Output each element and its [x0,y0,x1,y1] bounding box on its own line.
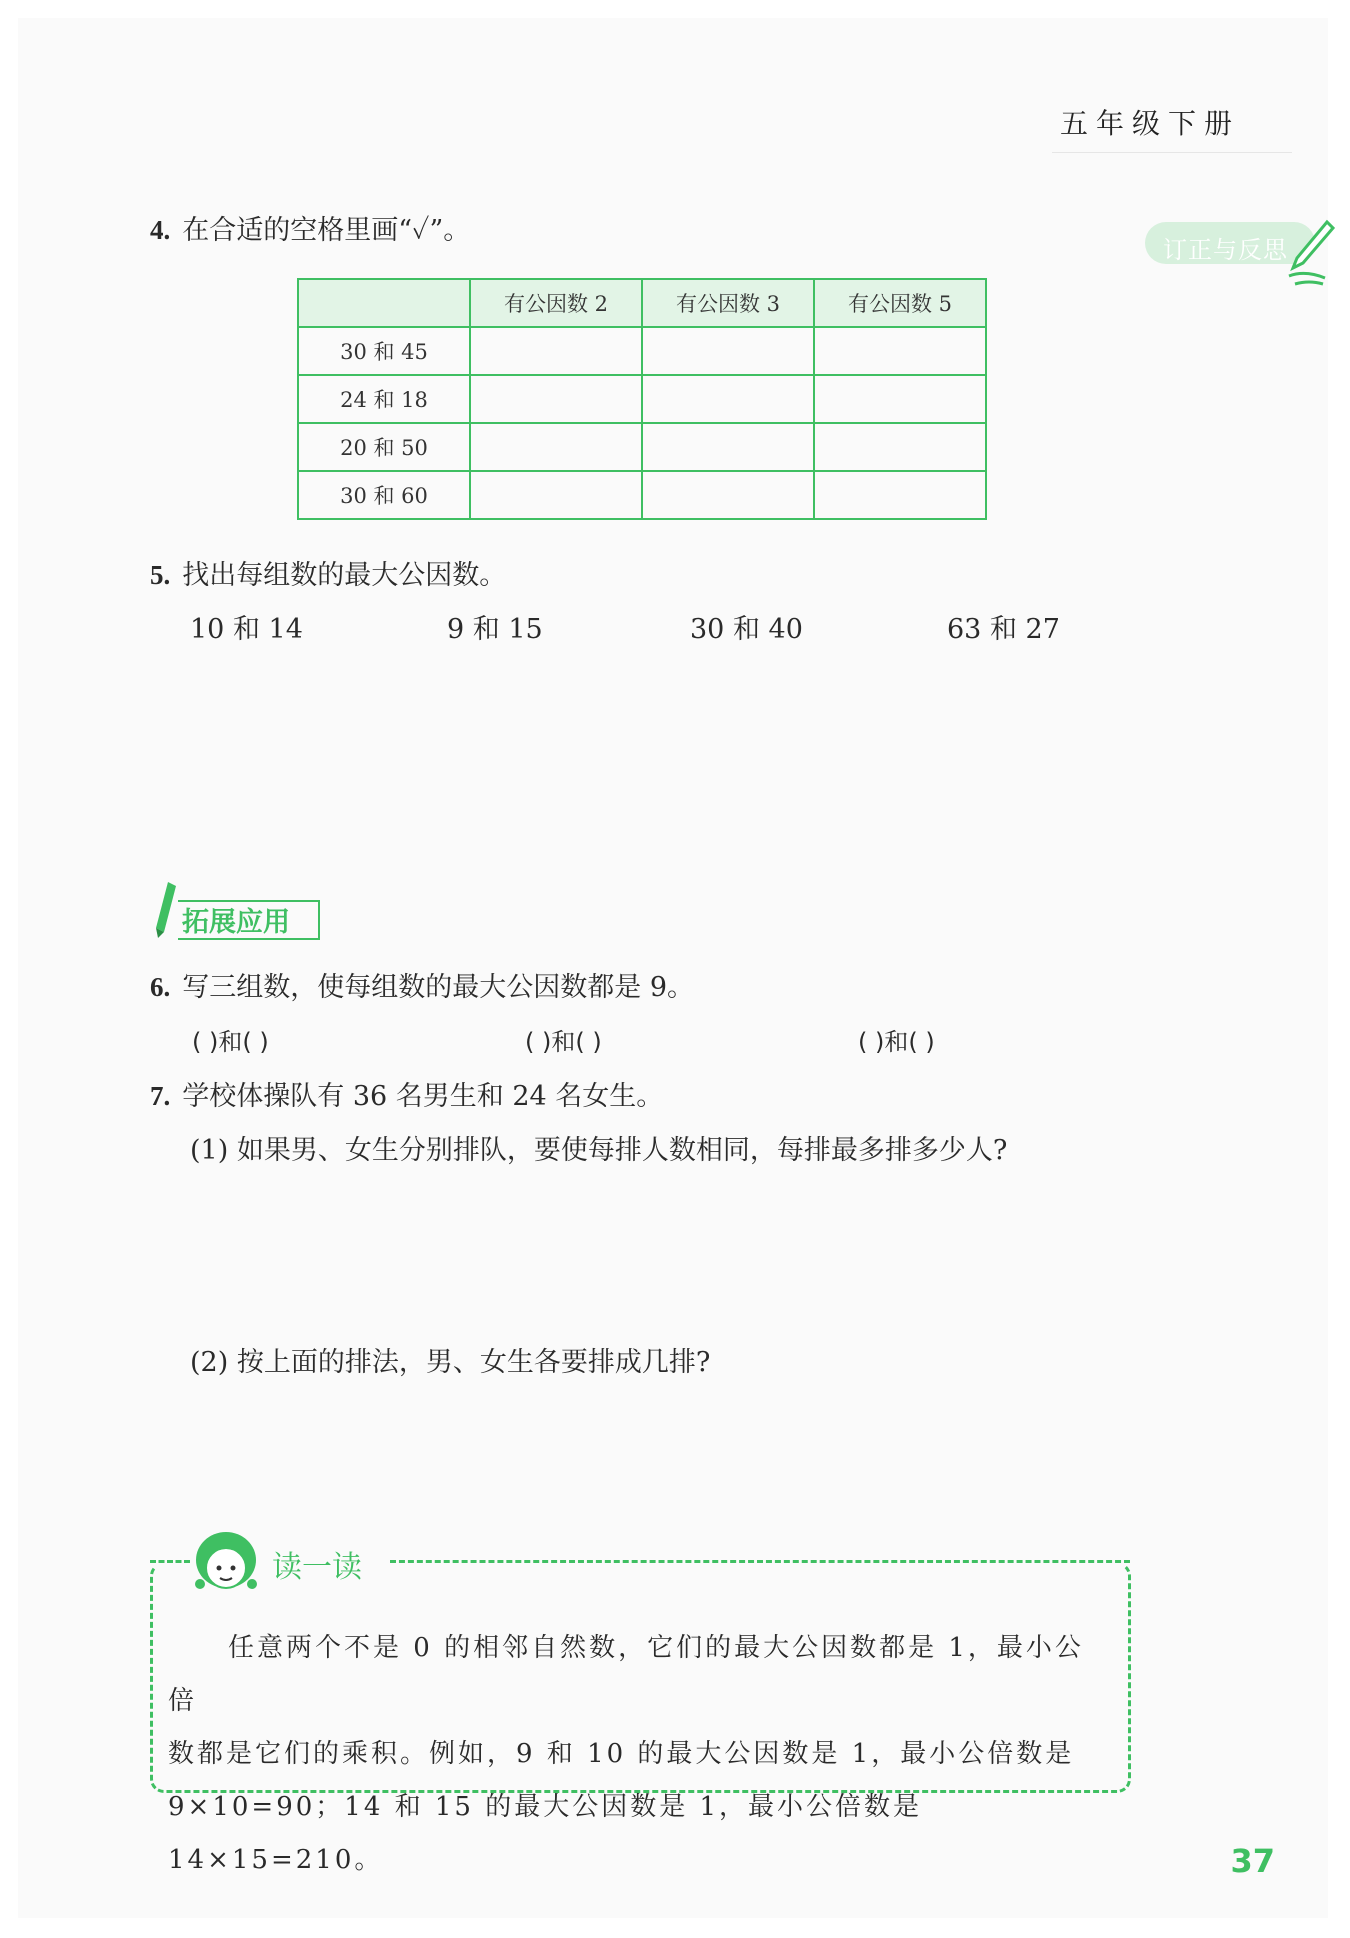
extension-section-header [148,880,338,940]
question-6 [150,965,694,1004]
question-7-part-2: (2) 按上面的排法，男、女生各要排成几排? [190,1347,711,1378]
row-label: 30 和 60 [298,471,470,519]
blank-pair[interactable]: ( )和( ) [192,1028,269,1056]
row-label: 24 和 18 [298,375,470,423]
common-factor-table [297,278,987,520]
question-6-text: 写三组数，使每组数的最大公因数都是 9。 [182,972,695,1003]
pencil-icon [1285,218,1335,288]
answer-cell[interactable] [814,375,986,423]
question-5-text: 找出每组数的最大公因数。 [182,560,507,591]
reading-box-top [390,1560,1130,1563]
question-4-text: 在合适的空格里画“✓”。 [182,215,471,246]
question-4 [150,208,470,247]
badge-label: 订正与反思 [1163,236,1288,264]
answer-cell[interactable] [642,375,814,423]
page-number: 37 [1230,1842,1275,1880]
question-7-number: 7. [150,1081,171,1111]
reading-title: 读一读 [272,1550,362,1585]
blank-pair[interactable]: ( )和( ) [858,1028,935,1056]
answer-cell[interactable] [642,423,814,471]
correction-reflection-badge [1145,218,1335,288]
answer-cell[interactable] [814,327,986,375]
question-7-text: 学校体操队有 36 名男生和 24 名女生。 [182,1081,664,1112]
answer-cell[interactable] [470,423,642,471]
table-header-cell: 有公因数 5 [814,279,986,327]
question-7 [150,1074,663,1113]
number-pair: 63 和 27 [947,614,1060,645]
answer-cell[interactable] [470,471,642,519]
answer-cell[interactable] [470,327,642,375]
answer-cell[interactable] [470,375,642,423]
section-label: 拓展应用 [182,907,290,938]
reading-line: 9×10=90；14 和 15 的最大公因数是 1，最小公倍数是 14×15=210。 [168,1792,923,1875]
number-pair: 9 和 15 [447,614,543,645]
header-divider [1052,152,1292,153]
answer-cell[interactable] [642,471,814,519]
number-pair: 10 和 14 [190,614,303,645]
row-label: 30 和 45 [298,327,470,375]
table-row [298,471,986,519]
reading-box-top-left [150,1560,190,1563]
answer-cell[interactable] [814,423,986,471]
table-header-cell [298,279,470,327]
number-pair: 30 和 40 [690,614,803,645]
table-row [298,375,986,423]
table-row [298,423,986,471]
answer-cell[interactable] [642,327,814,375]
girl-face-icon [192,1528,260,1598]
question-5 [150,553,506,592]
pencil-icon [148,880,182,940]
answer-cell[interactable] [814,471,986,519]
table-row [298,327,986,375]
table-header-cell: 有公因数 2 [470,279,642,327]
blank-pair[interactable]: ( )和( ) [525,1028,602,1056]
question-5-number: 5. [150,560,171,590]
question-7-part-1: (1) 如果男、女生分别排队，要使每排人数相同，每排最多排多少人? [190,1135,1008,1166]
table-header-row [298,279,986,327]
book-title: 五年级下册 [1059,107,1240,140]
question-4-number: 4. [150,215,171,245]
question-6-number: 6. [150,972,171,1002]
reading-line: 数都是它们的乘积。例如，9 和 10 的最大公因数是 1，最小公倍数是 [168,1739,1075,1769]
reading-line: 任意两个不是 0 的相邻自然数，它们的最大公因数都是 1，最小公倍 [168,1633,1084,1716]
reading-text [168,1622,1108,1887]
row-label: 20 和 50 [298,423,470,471]
table-header-cell: 有公因数 3 [642,279,814,327]
